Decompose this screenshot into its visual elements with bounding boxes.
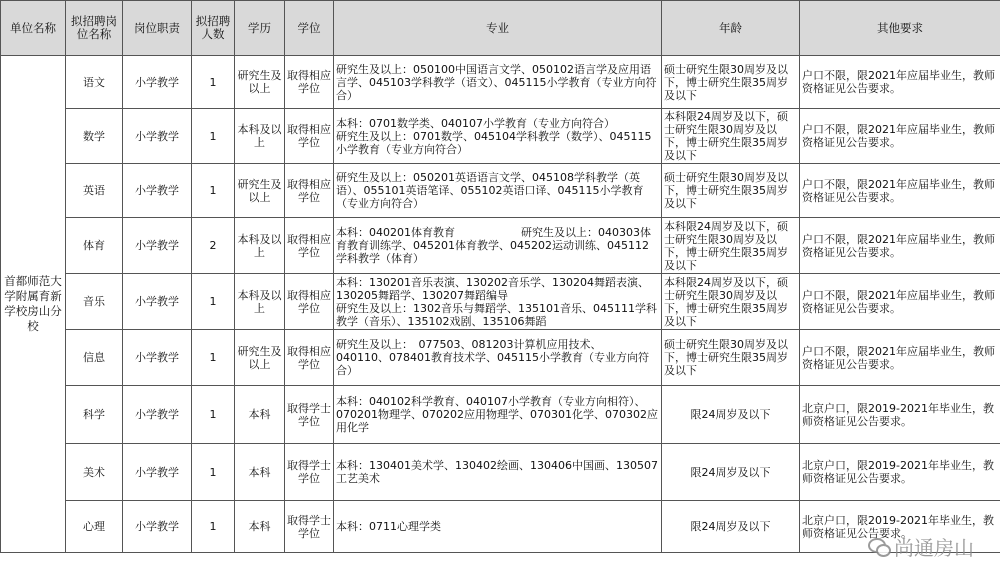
age-cell: 限24周岁及以下	[662, 444, 800, 501]
header-age: 年龄	[662, 1, 800, 56]
count-cell: 1	[192, 109, 235, 164]
table-row	[1, 330, 1000, 386]
post-cell: 心理	[66, 501, 123, 553]
degree-cell: 取得学士学位	[285, 501, 334, 553]
post-cell: 数学	[66, 109, 123, 164]
degree-cell: 取得相应学位	[285, 274, 334, 330]
education-cell: 本科及以上	[235, 109, 285, 164]
other-cell: 户口不限，限2021年应届毕业生，教师资格证见公告要求。	[800, 274, 1000, 330]
major-cell: 研究生及以上：050100中国语言文学、050102语言学及应用语言学、045103学科教学（语文）、045115小学教育（专业方向符合）	[334, 56, 662, 109]
header-row	[1, 1, 1000, 56]
age-cell: 限24周岁及以下	[662, 501, 800, 553]
unit-name-cell: 首都师范大学附属育新学校房山分校	[1, 56, 66, 553]
education-cell: 研究生及以上	[235, 56, 285, 109]
other-cell: 户口不限，限2021年应届毕业生，教师资格证见公告要求。	[800, 218, 1000, 274]
duty-cell: 小学教学	[123, 218, 192, 274]
age-cell: 本科限24周岁及以下，硕士研究生限30周岁及以下，博士研究生限35周岁及以下	[662, 274, 800, 330]
education-cell: 研究生及以上	[235, 164, 285, 218]
post-cell: 科学	[66, 386, 123, 444]
post-cell: 语文	[66, 56, 123, 109]
table-row	[1, 501, 1000, 553]
post-cell: 美术	[66, 444, 123, 501]
post-cell: 体育	[66, 218, 123, 274]
other-cell: 北京户口，限2019-2021年毕业生，教师资格证见公告要求。	[800, 501, 1000, 553]
duty-cell: 小学教学	[123, 386, 192, 444]
header-post: 拟招聘岗位名称	[66, 1, 123, 56]
other-cell: 户口不限，限2021年应届毕业生，教师资格证见公告要求。	[800, 109, 1000, 164]
degree-cell: 取得相应学位	[285, 164, 334, 218]
age-cell: 硕士研究生限30周岁及以下，博士研究生限35周岁及以下	[662, 330, 800, 386]
other-cell: 户口不限，限2021年应届毕业生，教师资格证见公告要求。	[800, 330, 1000, 386]
degree-cell: 取得相应学位	[285, 330, 334, 386]
education-cell: 本科	[235, 501, 285, 553]
education-cell: 本科及以上	[235, 274, 285, 330]
count-cell: 2	[192, 218, 235, 274]
degree-cell: 取得学士学位	[285, 444, 334, 501]
header-unit: 单位名称	[1, 1, 66, 56]
age-cell: 硕士研究生限30周岁及以下，博士研究生限35周岁及以下	[662, 56, 800, 109]
other-cell: 户口不限，限2021年应届毕业生，教师资格证见公告要求。	[800, 164, 1000, 218]
table-row	[1, 274, 1000, 330]
header-other: 其他要求	[800, 1, 1000, 56]
table-row	[1, 386, 1000, 444]
major-cell: 本科：130201音乐表演、130202音乐学、130204舞蹈表演、130205舞蹈学、130207舞蹈编导 研究生及以上：1302音乐与舞蹈学、135101音乐、045111学科教学（音乐）、135102戏剧、135106舞蹈	[334, 274, 662, 330]
age-cell: 限24周岁及以下	[662, 386, 800, 444]
age-cell: 本科限24周岁及以下，硕士研究生限30周岁及以下，博士研究生限35周岁及以下	[662, 109, 800, 164]
watermark-text: 尚通房山	[894, 536, 974, 560]
major-cell: 本科：040201体育教育 研究生及以上：040303体育教育训练学、045201体育教学、045202运动训练、045112学科教学（体育）	[334, 218, 662, 274]
table-row	[1, 218, 1000, 274]
duty-cell: 小学教学	[123, 164, 192, 218]
count-cell: 1	[192, 386, 235, 444]
education-cell: 研究生及以上	[235, 330, 285, 386]
table-row	[1, 56, 1000, 109]
duty-cell: 小学教学	[123, 109, 192, 164]
count-cell: 1	[192, 164, 235, 218]
education-cell: 本科及以上	[235, 218, 285, 274]
table-row	[1, 164, 1000, 218]
duty-cell: 小学教学	[123, 444, 192, 501]
header-degree: 学位	[285, 1, 334, 56]
major-cell: 本科：040102科学教育、040107小学教育（专业方向相符）、070201物理学、070202应用物理学、070301化学、070302应用化学	[334, 386, 662, 444]
count-cell: 1	[192, 501, 235, 553]
other-cell: 户口不限，限2021年应届毕业生，教师资格证见公告要求。	[800, 56, 1000, 109]
count-cell: 1	[192, 56, 235, 109]
other-cell: 北京户口，限2019-2021年毕业生，教师资格证见公告要求。	[800, 444, 1000, 501]
education-cell: 本科	[235, 444, 285, 501]
degree-cell: 取得相应学位	[285, 218, 334, 274]
table-row	[1, 109, 1000, 164]
header-major: 专业	[334, 1, 662, 56]
age-cell: 本科限24周岁及以下，硕士研究生限30周岁及以下，博士研究生限35周岁及以下	[662, 218, 800, 274]
header-duty: 岗位职责	[123, 1, 192, 56]
major-cell: 本科：0701数学类、040107小学教育（专业方向符合） 研究生及以上：0701数学、045104学科教学（数学）、045115小学教育（专业方向符合）	[334, 109, 662, 164]
age-cell: 硕士研究生限30周岁及以下，博士研究生限35周岁及以下	[662, 164, 800, 218]
major-cell: 本科：130401美术学、130402绘画、130406中国画、130507工艺美术	[334, 444, 662, 501]
major-cell: 研究生及以上： 077503、081203计算机应用技术、 040110、078401教育技术学、045115小学教育（专业方向符合）	[334, 330, 662, 386]
post-cell: 信息	[66, 330, 123, 386]
header-count: 拟招聘人数	[192, 1, 235, 56]
post-cell: 音乐	[66, 274, 123, 330]
duty-cell: 小学教学	[123, 274, 192, 330]
duty-cell: 小学教学	[123, 330, 192, 386]
education-cell: 本科	[235, 386, 285, 444]
degree-cell: 取得相应学位	[285, 56, 334, 109]
other-cell: 北京户口，限2019-2021年毕业生，教师资格证见公告要求。	[800, 386, 1000, 444]
count-cell: 1	[192, 330, 235, 386]
major-cell: 本科：0711心理学类	[334, 501, 662, 553]
count-cell: 1	[192, 444, 235, 501]
duty-cell: 小学教学	[123, 501, 192, 553]
duty-cell: 小学教学	[123, 56, 192, 109]
table-row	[1, 444, 1000, 501]
count-cell: 1	[192, 274, 235, 330]
degree-cell: 取得学士学位	[285, 386, 334, 444]
post-cell: 英语	[66, 164, 123, 218]
major-cell: 研究生及以上：050201英语语言文学、045108学科教学（英语）、055101英语笔译、055102英语口译、045115小学教育（专业方向符合）	[334, 164, 662, 218]
header-education: 学历	[235, 1, 285, 56]
degree-cell: 取得相应学位	[285, 109, 334, 164]
